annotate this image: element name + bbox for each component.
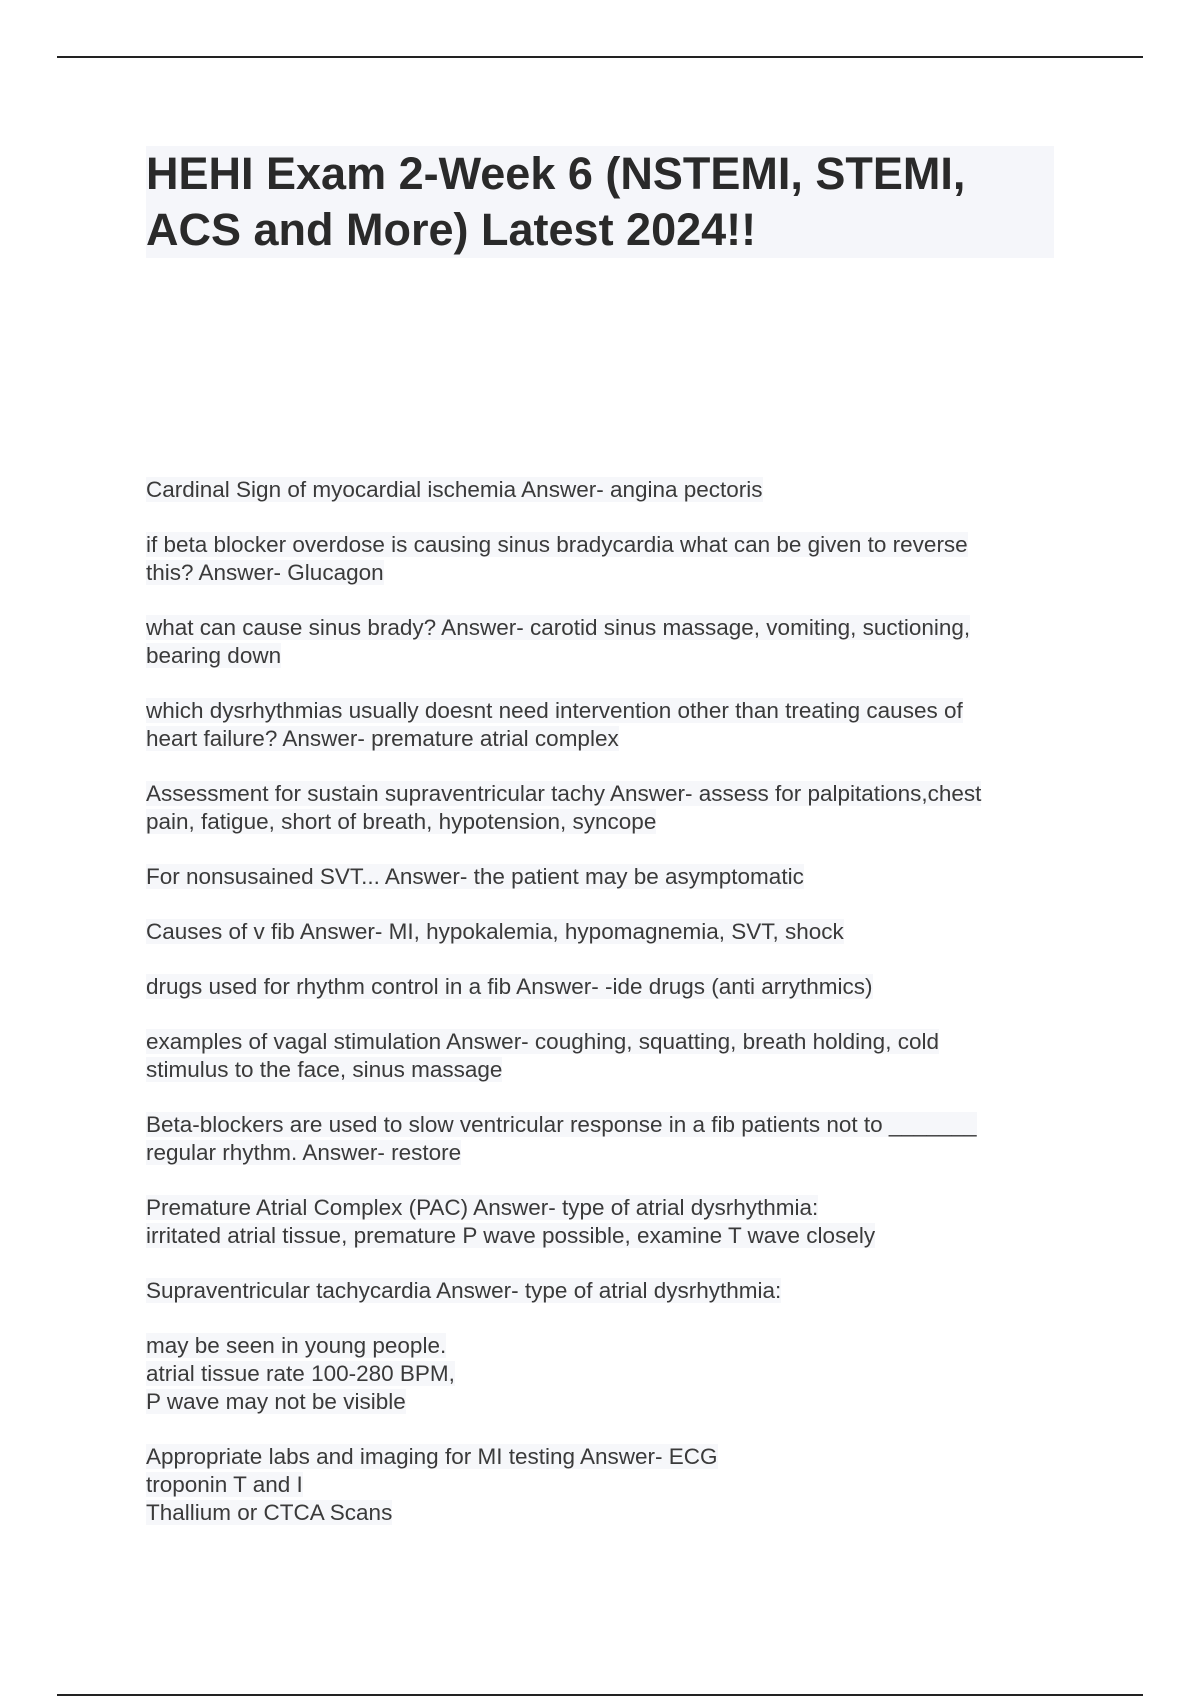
qa-line [146, 697, 1076, 725]
qa-text: troponin T and I [146, 1472, 303, 1497]
qa-text: Thallium or CTCA Scans [146, 1500, 393, 1525]
bottom-divider [57, 1694, 1143, 1696]
qa-line [146, 1111, 1076, 1139]
top-divider [57, 56, 1143, 58]
document-title [146, 146, 1054, 258]
qa-item [146, 614, 1076, 670]
qa-text: this? Answer- Glucagon [146, 560, 384, 585]
qa-line [146, 476, 1076, 504]
qa-item [146, 863, 1076, 891]
qa-item [146, 1332, 1076, 1416]
qa-text: if beta blocker overdose is causing sinus bradycardia what can be given to reverse [146, 532, 968, 557]
qa-item [146, 1028, 1076, 1084]
qa-text: drugs used for rhythm control in a fib Answer- -ide drugs (anti arrythmics) [146, 974, 873, 999]
qa-line [146, 918, 1076, 946]
qa-text: Beta-blockers are used to slow ventricular response in a fib patients not to _______ [146, 1112, 977, 1137]
qa-line [146, 559, 1076, 587]
title-line: HEHI Exam 2-Week 6 (NSTEMI, STEMI, [146, 148, 966, 199]
qa-text: examples of vagal stimulation Answer- coughing, squatting, breath holding, cold [146, 1029, 939, 1054]
qa-text: may be seen in young people. [146, 1333, 447, 1358]
qa-text: bearing down [146, 643, 282, 668]
qa-line [146, 1499, 1076, 1527]
qa-text: P wave may not be visible [146, 1389, 406, 1414]
qa-text: Supraventricular tachycardia Answer- type of atrial dysrhythmia: [146, 1278, 782, 1303]
qa-text: what can cause sinus brady? Answer- carotid sinus massage, vomiting, suctioning, [146, 615, 971, 640]
qa-line [146, 1443, 1076, 1471]
qa-line [146, 1277, 1076, 1305]
qa-line [146, 1056, 1076, 1084]
qa-line [146, 531, 1076, 559]
qa-line [146, 614, 1076, 642]
qa-line [146, 863, 1076, 891]
qa-text: Appropriate labs and imaging for MI testing Answer- ECG [146, 1444, 718, 1469]
qa-line [146, 1332, 1076, 1360]
qa-text: stimulus to the face, sinus massage [146, 1057, 503, 1082]
qa-line [146, 973, 1076, 1001]
qa-line [146, 1194, 1076, 1222]
qa-text: regular rhythm. Answer- restore [146, 1140, 462, 1165]
qa-text: heart failure? Answer- premature atrial complex [146, 726, 619, 751]
qa-line [146, 1471, 1076, 1499]
qa-item [146, 973, 1076, 1001]
qa-text: For nonsusained SVT... Answer- the patient may be asymptomatic [146, 864, 804, 889]
qa-text: which dysrhythmias usually doesnt need intervention other than treating causes of [146, 698, 963, 723]
qa-text: atrial tissue rate 100-280 BPM, [146, 1361, 455, 1386]
qa-item [146, 1111, 1076, 1167]
qa-item [146, 1194, 1076, 1250]
qa-item [146, 1443, 1076, 1527]
title-line: ACS and More) Latest 2024!! [146, 204, 757, 255]
qa-item [146, 918, 1076, 946]
qa-item [146, 780, 1076, 836]
qa-list [146, 476, 1076, 1554]
qa-item [146, 697, 1076, 753]
qa-line [146, 1388, 1076, 1416]
qa-line [146, 642, 1076, 670]
qa-line [146, 808, 1076, 836]
qa-line [146, 1222, 1076, 1250]
qa-line [146, 1139, 1076, 1167]
qa-text: Premature Atrial Complex (PAC) Answer- type of atrial dysrhythmia: [146, 1195, 819, 1220]
qa-text: Causes of v fib Answer- MI, hypokalemia, hypomagnemia, SVT, shock [146, 919, 844, 944]
qa-text: Cardinal Sign of myocardial ischemia Answer- angina pectoris [146, 477, 763, 502]
qa-line [146, 725, 1076, 753]
qa-item [146, 531, 1076, 587]
qa-item [146, 1277, 1076, 1305]
qa-line [146, 1360, 1076, 1388]
qa-line [146, 780, 1076, 808]
qa-text: Assessment for sustain supraventricular tachy Answer- assess for palpitations,chest [146, 781, 982, 806]
qa-text: pain, fatigue, short of breath, hypotension, syncope [146, 809, 657, 834]
qa-item [146, 476, 1076, 504]
qa-text: irritated atrial tissue, premature P wave possible, examine T wave closely [146, 1223, 876, 1248]
qa-line [146, 1028, 1076, 1056]
